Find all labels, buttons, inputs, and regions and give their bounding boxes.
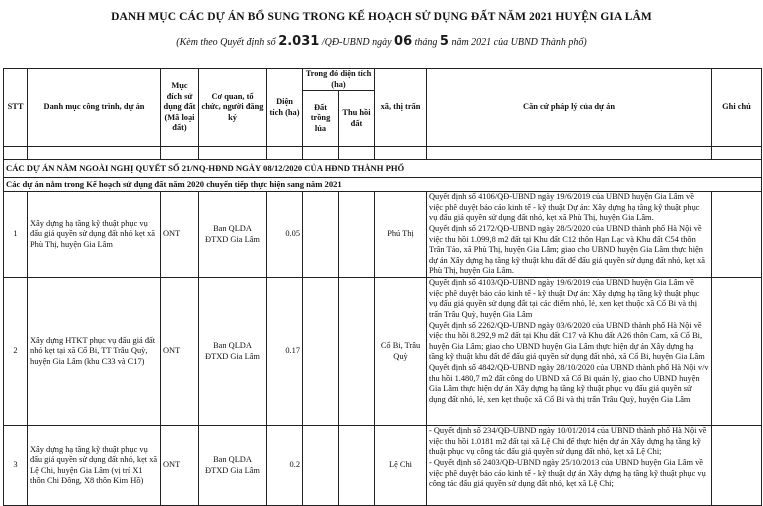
header-stt: STT (4, 69, 28, 147)
header-agency: Cơ quan, tổ chức, người đăng ký (199, 69, 267, 147)
table-row (4, 192, 762, 278)
decision-day: 06 (394, 34, 413, 49)
legal-item: Quyết định số 4842/QĐ-UBND ngày 28/10/2020 của UBND thành phố Hà Nội v/v thu hồi 1.480,7 m2 đất công do UBND xã Cổ Bi quản lý, giao cho UBND huyện Gia Lâm thực hiện dự án Xây dựng hạ tầng kỹ thuật phục vụ đấu giá quyền sử dụng đất nhỏ, lẻ, xen kẹt thuộc xã Cổ Bi và thị trấn Trâu Quỳ, huyện Gia Lâm (429, 362, 709, 404)
header-area: Diện tích (ha) (267, 69, 303, 147)
row-project: Xây dựng hạ tầng kỹ thuật phục vụ đấu giá quyền sử dụng đất nhỏ, kẹt xã Lệ Chi, huyện Gia Lâm (vị trí X1 thôn Chi Đông, X8 thôn Kim Hồ) (28, 426, 161, 506)
row-stt: 3 (4, 426, 28, 506)
row-purpose: ONT (161, 426, 199, 506)
decision-month: 5 (439, 34, 449, 49)
spacer-row (4, 147, 762, 160)
legal-item: - Quyết định số 234/QĐ-UBND ngày 10/01/2014 của UBND thành phố Hà Nội về việc thu hồi 1.0181 m2 đất tại xã Lệ Chi để thực hiện dự án Xây dựng hạ tầng kỹ thuật phục vụ công tác đấu giá quyền sử dụng đất nhỏ, kẹt xã Lệ Chi; (429, 426, 707, 457)
row-purpose: ONT (161, 278, 199, 426)
row-area: 0.05 (267, 192, 303, 278)
table-row (4, 278, 762, 426)
legal-item: - Quyết định số 2403/QĐ-UBND ngày 25/10/2013 của UBND huyện Gia Lâm về việc phê duyệt báo cáo kinh tế - kỹ thuật dự án Xây dựng hạ tầng kỹ thuật phục vụ công tác đấu giá quyền sử dụng đất nhỏ, kẹt xã Lệ Chi; (429, 457, 706, 489)
row-commune: Lệ Chi (375, 426, 427, 506)
row-agency: Ban QLDA ĐTXD Gia Lâm (199, 426, 267, 506)
subtitle-part4: năm 2021 của UBND Thành phố) (451, 37, 587, 48)
section-sub: Các dự án nằm trong Kế hoạch sử dụng đất năm 2020 chuyển tiếp thực hiện sang năm 2021 (4, 178, 762, 192)
header-row-1 (4, 69, 762, 91)
subtitle-part2: /QĐ-UBND ngày (321, 37, 392, 48)
row-legal (427, 426, 712, 506)
header-rice-land: Đất trồng lúa (303, 91, 339, 147)
row-rice-land (303, 192, 339, 278)
row-project: Xây dựng hạ tầng kỹ thuật phục vụ đấu giá quyền sử dụng đất nhỏ kẹt xã Phù Thị, huyện Gia Lâm (28, 192, 161, 278)
row-stt: 2 (4, 278, 28, 426)
row-commune: Cổ Bi, Trâu Quỳ (375, 278, 427, 426)
document-title: DANH MỤC CÁC DỰ ÁN BỔ SUNG TRONG KẾ HOẠCH SỬ DỤNG ĐẤT NĂM 2021 HUYỆN GIA LÂM (111, 11, 652, 23)
row-recovery (339, 278, 375, 426)
row-legal (427, 278, 712, 426)
row-recovery (339, 426, 375, 506)
table-row (4, 426, 762, 506)
row-recovery (339, 192, 375, 278)
document-subtitle (0, 34, 763, 49)
row-note (712, 426, 762, 506)
row-purpose: ONT (161, 192, 199, 278)
row-project: Xây dựng HTKT phục vụ đấu giá đất nhỏ kẹt tại xã Cổ Bi, TT Trâu Quỳ, huyện Gia Lâm (khu C33 và C17) (28, 278, 161, 426)
header-project: Danh mục công trình, dự án (28, 69, 161, 147)
row-rice-land (303, 278, 339, 426)
row-note (712, 192, 762, 278)
section-main-row (4, 160, 762, 178)
header-purpose: Mục đích sử dụng đất (Mã loại đất) (161, 69, 199, 147)
legal-item: Quyết định số 4103/QĐ-UBND ngày 19/6/2019 của UBND huyện Gia Lâm về việc phê duyệt báo cáo kinh tế - kỹ thuật Dự án: Xây dựng hạ tầng kỹ thuật phục vụ đấu giá quyền sử dụng đất tại các điểm nhỏ, lẻ, xen kẹt thuộc xã Cổ Bi và thị trấn Trâu Quỳ, huyện Gia Lâm (429, 278, 700, 319)
header-note: Ghi chú (712, 69, 762, 147)
section-main: CÁC DỰ ÁN NẰM NGOÀI NGHỊ QUYẾT SỐ 21/NQ-HĐND NGÀY 08/12/2020 CỦA HĐND THÀNH PHỐ (4, 160, 762, 178)
row-note (712, 278, 762, 426)
row-rice-land (303, 426, 339, 506)
subtitle-part3: tháng (414, 37, 438, 48)
header-legal: Căn cứ pháp lý của dự án (427, 69, 712, 147)
section-sub-row (4, 178, 762, 192)
header-recovery: Thu hồi đất (339, 91, 375, 147)
decision-number: 2.031 (278, 34, 320, 49)
header-in-which: Trong đó diện tích (ha) (303, 69, 375, 91)
legal-item: Quyết định số 2262/QĐ-UBND ngày 03/6/2020 của UBND thành phố Hà Nội về việc thu hồi 8.292,9 m2 đất tại Khu đất C17 và Khu đất A26 thôn Cam, xã Cổ Bi, huyện Gia Lâm; giao cho UBND huyện Gia Lâm thực hiện dự án Xây dựng hạ tầng kỹ thuật khu đất để đấu giá quyền sử dụng đất nhỏ, xã Cổ Bi, huyện Gia Lâm (429, 320, 705, 362)
row-commune: Phú Thị (375, 192, 427, 278)
project-table (3, 68, 762, 506)
row-stt: 1 (4, 192, 28, 278)
header-commune: xã, thị trấn (375, 69, 427, 147)
legal-item: Quyết định số 2172/QĐ-UBND ngày 28/5/2020 của UBND thành phố Hà Nội về việc thu hồi 1.099,8 m2 đất tại Khu đất C12 thôn Hạn Lạc và Khu đất C54 thôn Trân Tảo, xã Phù Thị, huyện Gia Lâm; giao cho UBND huyện Gia Lâm thực hiện dự án Xây dựng hạ tầng kỹ thuật khu đất để đấu giá quyền sử dụng đất nhỏ, kẹt xã Phù Thị, huyện Gia Lâm. (429, 223, 705, 276)
row-area: 0.2 (267, 426, 303, 506)
row-agency: Ban QLDA ĐTXD Gia Lâm (199, 278, 267, 426)
row-agency: Ban QLDA ĐTXD Gia Lâm (199, 192, 267, 278)
subtitle-part1: (Kèm theo Quyết định số (176, 37, 276, 48)
row-legal (427, 192, 712, 278)
legal-item: Quyết định số 4106/QĐ-UBND ngày 19/6/2019 của UBND huyện Gia Lâm về việc phê duyệt báo cáo kinh tế - kỹ thuật Dự án: Xây dựng hạ tầng kỹ thuật phục vụ đấu giá quyền sử dụng đất nhỏ, kẹt xã Phù Thị, huyện Gia Lâm. (429, 192, 700, 223)
row-area: 0.17 (267, 278, 303, 426)
